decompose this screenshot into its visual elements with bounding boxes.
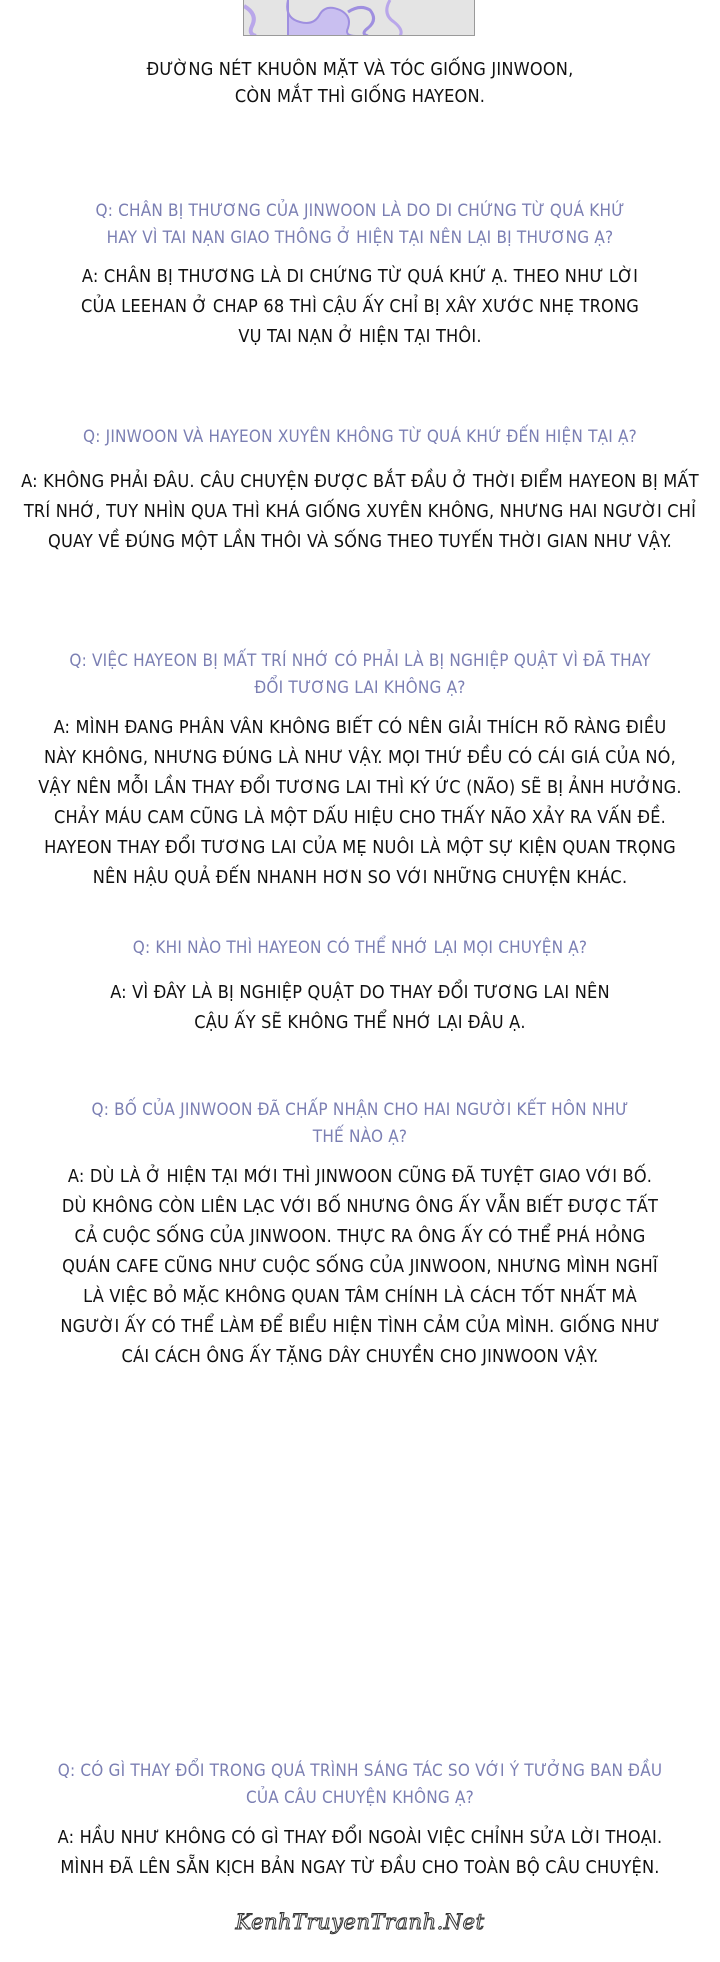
answer-line: A: VÌ ĐÂY LÀ BỊ NGHIỆP QUẬT DO THAY ĐỔI TƯƠNG LAI NÊN	[110, 982, 610, 1003]
answer-line: CẬU ẤY SẼ KHÔNG THỂ NHỚ LẠI ĐÂU Ạ.	[194, 1012, 526, 1033]
answer-line: CÁI CÁCH ÔNG ẤY TẶNG DÂY CHUYỀN CHO JINWOON VẬY.	[121, 1346, 599, 1367]
answer-line: CẢ CUỘC SỐNG CỦA JINWOON. THỰC RA ÔNG ẤY CÓ THỂ PHÁ HỎNG	[74, 1226, 646, 1247]
answer-line: QUAY VỀ ĐÚNG MỘT LẦN THÔI VÀ SỐNG THEO TUYẾN THỜI GIAN NHƯ VẬY.	[48, 531, 672, 552]
answer-line: LÀ VIỆC BỎ MẶC KHÔNG QUAN TÂM CHÍNH LÀ CÁCH TỐT NHẤT MÀ	[83, 1286, 637, 1307]
question-line: HAY VÌ TAI NẠN GIAO THÔNG Ở HIỆN TẠI NÊN LẠI BỊ THƯƠNG Ạ?	[106, 228, 614, 248]
question-3	[0, 648, 720, 702]
comic-panel-fragment	[243, 0, 475, 36]
answer-2	[0, 467, 720, 557]
answer-line: A: DÙ LÀ Ở HIỆN TẠI MỚI THÌ JINWOON CŨNG ĐÃ TUYỆT GIAO VỚI BỐ.	[67, 1166, 653, 1187]
answer-5	[0, 1162, 720, 1372]
answer-line: A: KHÔNG PHẢI ĐÂU. CÂU CHUYỆN ĐƯỢC BẮT ĐẦU Ở THỜI ĐIỂM HAYEON BỊ MẤT	[21, 471, 699, 492]
answer-line: A: CHÂN BỊ THƯƠNG LÀ DI CHỨNG TỪ QUÁ KHỨ Ạ. THEO NHƯ LỜI	[81, 266, 639, 287]
answer-line: NGƯỜI ẤY CÓ THỂ LÀM ĐỂ BIỂU HIỆN TÌNH CẢM CỦA MÌNH. GIỐNG NHƯ	[60, 1316, 660, 1337]
question-1	[0, 198, 720, 252]
question-line: THẾ NÀO Ạ?	[312, 1127, 408, 1147]
question-6	[0, 1758, 720, 1812]
answer-line: CHẢY MÁU CAM CŨNG LÀ MỘT DẤU HIỆU CHO THẤY NÃO XẢY RA VẤN ĐỀ.	[53, 807, 666, 828]
answer-1	[0, 262, 720, 352]
answer-line: TRÍ NHỚ, TUY NHÌN QUA THÌ KHÁ GIỐNG XUYÊN KHÔNG, NHƯNG HAI NGƯỜI CHỈ	[23, 501, 697, 522]
panel-illustration	[244, 0, 475, 36]
question-line: CỦA CÂU CHUYỆN KHÔNG Ạ?	[246, 1788, 474, 1808]
answer-line: DÙ KHÔNG CÒN LIÊN LẠC VỚI BỐ NHƯNG ÔNG ẤY VẪN BIẾT ĐƯỢC TẤT	[61, 1196, 659, 1217]
answer-6	[0, 1823, 720, 1883]
answer-line: A: HẦU NHƯ KHÔNG CÓ GÌ THAY ĐỔI NGOÀI VIỆC CHỈNH SỬA LỜI THOẠI.	[57, 1827, 663, 1848]
question-line: Q: VIỆC HAYEON BỊ MẤT TRÍ NHỚ CÓ PHẢI LÀ BỊ NGHIỆP QUẬT VÌ ĐÃ THAY	[69, 651, 651, 671]
question-line: Q: CHÂN BỊ THƯƠNG CỦA JINWOON LÀ DO DI CHỨNG TỪ QUÁ KHỨ	[95, 201, 625, 221]
question-2	[0, 424, 720, 451]
answer-line: VẬY NÊN MỖI LẦN THAY ĐỔI TƯƠNG LAI THÌ KÝ ỨC (NÃO) SẼ BỊ ẢNH HƯỞNG.	[38, 777, 682, 798]
answer-line: NÀY KHÔNG, NHƯNG ĐÚNG LÀ NHƯ VẬY. MỌI THỨ ĐỀU CÓ CÁI GIÁ CỦA NÓ,	[44, 747, 676, 768]
intro-text	[0, 56, 720, 110]
answer-3	[0, 713, 720, 893]
answer-line: CỦA LEEHAN Ở CHAP 68 THÌ CẬU ẤY CHỈ BỊ XÂY XƯỚC NHẸ TRONG	[80, 296, 640, 317]
answer-line: QUÁN CAFE CŨNG NHƯ CUỘC SỐNG CỦA JINWOON, NHƯNG MÌNH NGHĨ	[62, 1256, 658, 1277]
question-line: Q: BỐ CỦA JINWOON ĐÃ CHẤP NHẬN CHO HAI NGƯỜI KẾT HÔN NHƯ	[91, 1100, 629, 1120]
intro-line: CÒN MẮT THÌ GIỐNG HAYEON.	[234, 86, 486, 107]
answer-line: VỤ TAI NẠN Ở HIỆN TẠI THÔI.	[238, 326, 482, 347]
question-4	[0, 935, 720, 962]
question-line: Q: CÓ GÌ THAY ĐỔI TRONG QUÁ TRÌNH SÁNG TÁC SO VỚI Ý TƯỞNG BAN ĐẦU	[57, 1761, 663, 1781]
question-line: Q: KHI NÀO THÌ HAYEON CÓ THỂ NHỚ LẠI MỌI CHUYỆN Ạ?	[132, 938, 588, 958]
answer-4	[0, 978, 720, 1038]
answer-line: NÊN HẬU QUẢ ĐẾN NHANH HƠN SO VỚI NHỮNG CHUYỆN KHÁC.	[92, 867, 628, 888]
answer-line: HAYEON THAY ĐỔI TƯƠNG LAI CỦA MẸ NUÔI LÀ MỘT SỰ KIỆN QUAN TRỌNG	[44, 837, 676, 858]
answer-line: MÌNH ĐÃ LÊN SẴN KỊCH BẢN NGAY TỪ ĐẦU CHO TOÀN BỘ CÂU CHUYỆN.	[60, 1857, 660, 1878]
question-line: Q: JINWOON VÀ HAYEON XUYÊN KHÔNG TỪ QUÁ KHỨ ĐẾN HIỆN TẠI Ạ?	[82, 427, 638, 447]
question-line: ĐỔI TƯƠNG LAI KHÔNG Ạ?	[254, 678, 466, 698]
answer-line: A: MÌNH ĐANG PHÂN VÂN KHÔNG BIẾT CÓ NÊN GIẢI THÍCH RÕ RÀNG ĐIỀU	[53, 717, 667, 738]
intro-line: ĐƯỜNG NÉT KHUÔN MẶT VÀ TÓC GIỐNG JINWOON,	[146, 59, 574, 80]
watermark: KenhTruyenTranh.Net	[235, 1910, 485, 1934]
question-5	[0, 1097, 720, 1151]
